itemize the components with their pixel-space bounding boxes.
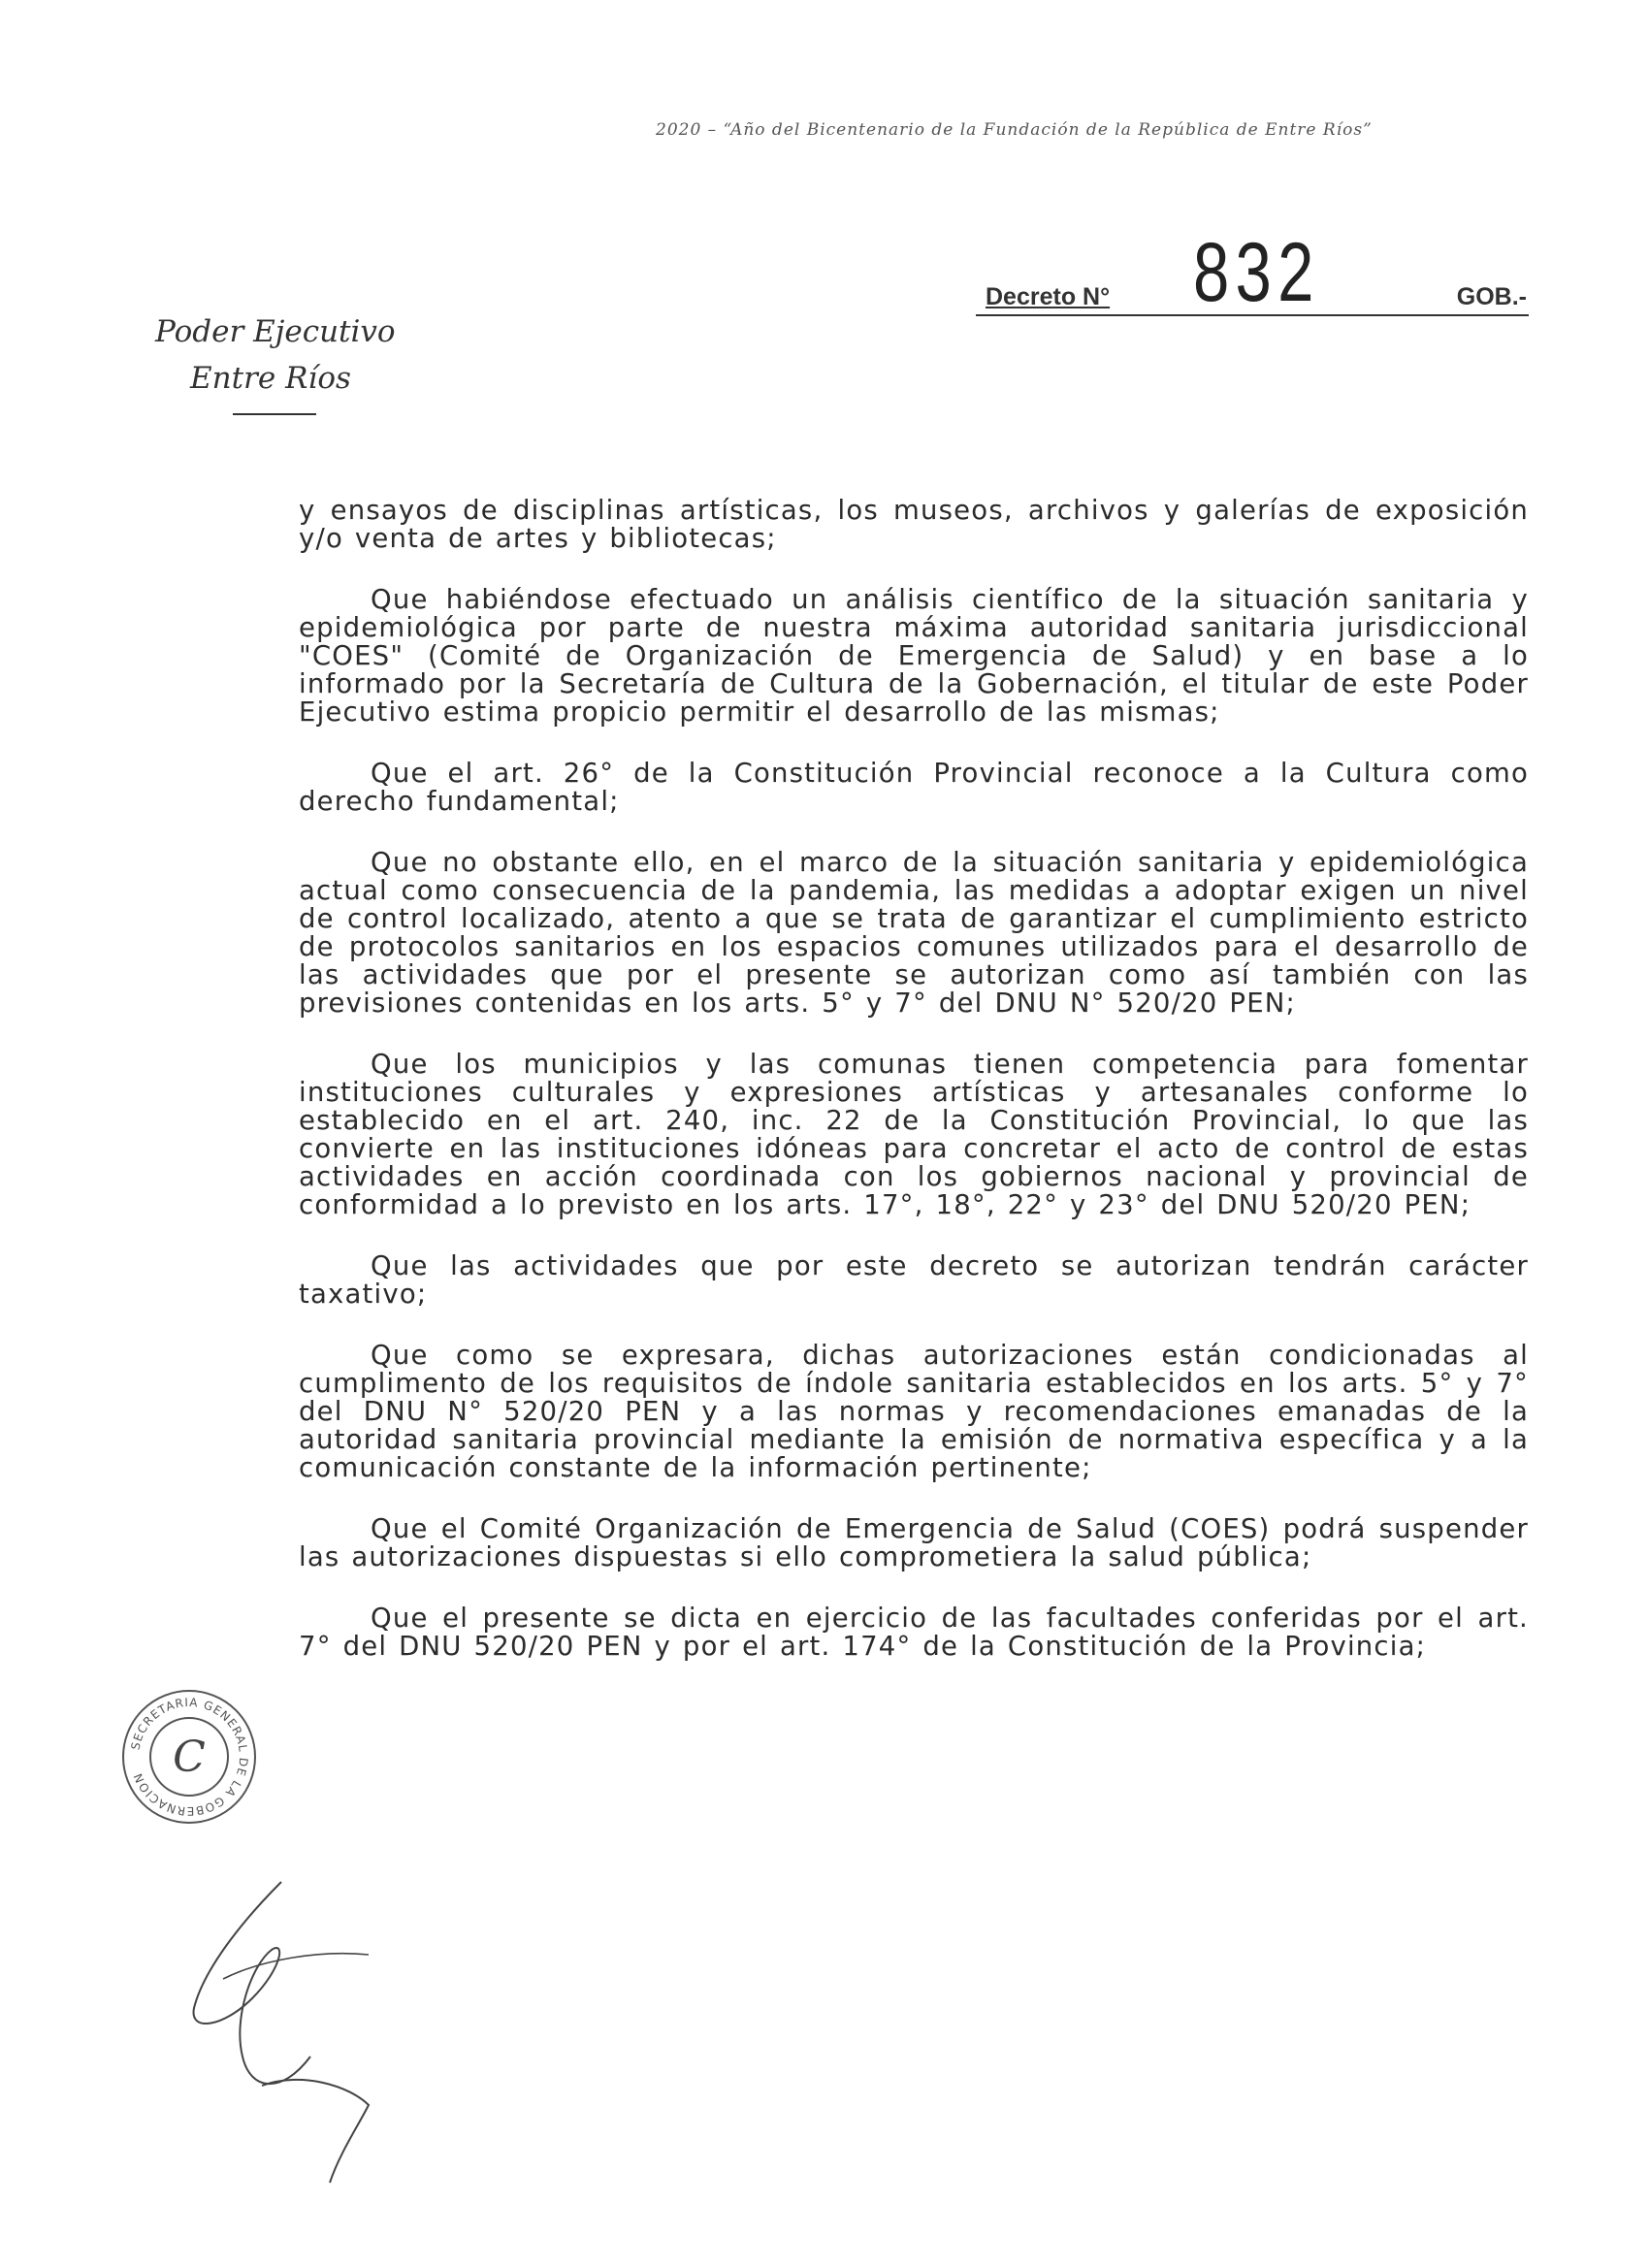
official-seal-icon: [120, 1688, 258, 1826]
document-body: [299, 497, 1529, 1694]
header-motto: 2020 – “Año del Bicentenario de la Fundación de la República de Entre Ríos”: [656, 120, 1373, 140]
paragraph: y ensayos de disciplinas artísticas, los museos, archivos y galerías de exposición y/o venta de artes y bibliotecas;: [299, 495, 1529, 554]
decree-suffix: GOB.-: [1456, 283, 1527, 310]
letterhead-line2: Entre Ríos: [190, 361, 351, 396]
paragraph: Que los municipios y las comunas tienen competencia para fomentar instituciones culturales y expresiones artísticas y artesanales conforme lo establecido en el art. 240, inc. 22 de la Constitución Provincial, lo que las convierte en las instituciones idóneas para concretar el acto de control de estas actividades en acción coordinada con los gobiernos nacional y provincial de conformidad a lo previsto en los arts. 17°, 18°, 22° y 23° del DNU 520/20 PEN;: [299, 1049, 1529, 1220]
paragraph: Que las actividades que por este decreto se autorizan tendrán carácter taxativo;: [299, 1250, 1529, 1310]
decree-label: Decreto N°: [986, 283, 1111, 310]
handwritten-signature-icon: [165, 1863, 553, 2192]
letterhead-rule: [233, 413, 316, 415]
paragraph: Que el Comité Organización de Emergencia de Salud (COES) podrá suspender las autorizaciones dispuestas si ello comprometiera la salud pública;: [299, 1513, 1529, 1572]
seal-center: C: [173, 1733, 206, 1782]
paragraph: Que como se expresara, dichas autorizaciones están condicionadas al cumplimento de los requisitos de índole sanitaria establecidos en los arts. 5° y 7° del DNU N° 520/20 PEN y a las normas y recomendaciones emanadas de la autoridad sanitaria provincial mediante la emisión de normativa específica y a la comunicación constante de la información pertinente;: [299, 1340, 1529, 1483]
paragraph: Que habiéndose efectuado un análisis científico de la situación sanitaria y epidemiológica por parte de nuestra máxima autoridad sanitaria jurisdiccional "COES" (Comité de Organización de Emergencia de Salud) y en base a lo informado por la Secretaría de Cultura de la Gobernación, el titular de este Poder Ejecutivo estima propicio permitir el desarrollo de las mismas;: [299, 584, 1529, 728]
decree-number: 832: [1193, 226, 1320, 319]
paragraph: Que el presente se dicta en ejercicio de las facultades conferidas por el art. 7° del DNU 520/20 PEN y por el art. 174° de la Constitución de la Provincia;: [299, 1603, 1529, 1662]
letterhead-line1: Poder Ejecutivo: [155, 314, 396, 349]
seal-text: SECRETARIA GENERAL DE LA GOBERNACION: [128, 1695, 251, 1819]
letterhead: [155, 308, 407, 402]
paragraph: Que no obstante ello, en el marco de la situación sanitaria y epidemiológica actual como consecuencia de la pandemia, las medidas a adoptar exigen un nivel de control localizado, atento a que se trata de garantizar el cumplimiento estricto de protocolos sanitarios en los espacios comunes utilizados para el desarrollo de las actividades que por el presente se autorizan como así también con las previsiones contenidas en los arts. 5° y 7° del DNU N° 520/20 PEN;: [299, 847, 1529, 1019]
decree-number-line: [976, 225, 1529, 319]
paragraph: Que el art. 26° de la Constitución Provincial reconoce a la Cultura como derecho fundamental;: [299, 758, 1529, 817]
